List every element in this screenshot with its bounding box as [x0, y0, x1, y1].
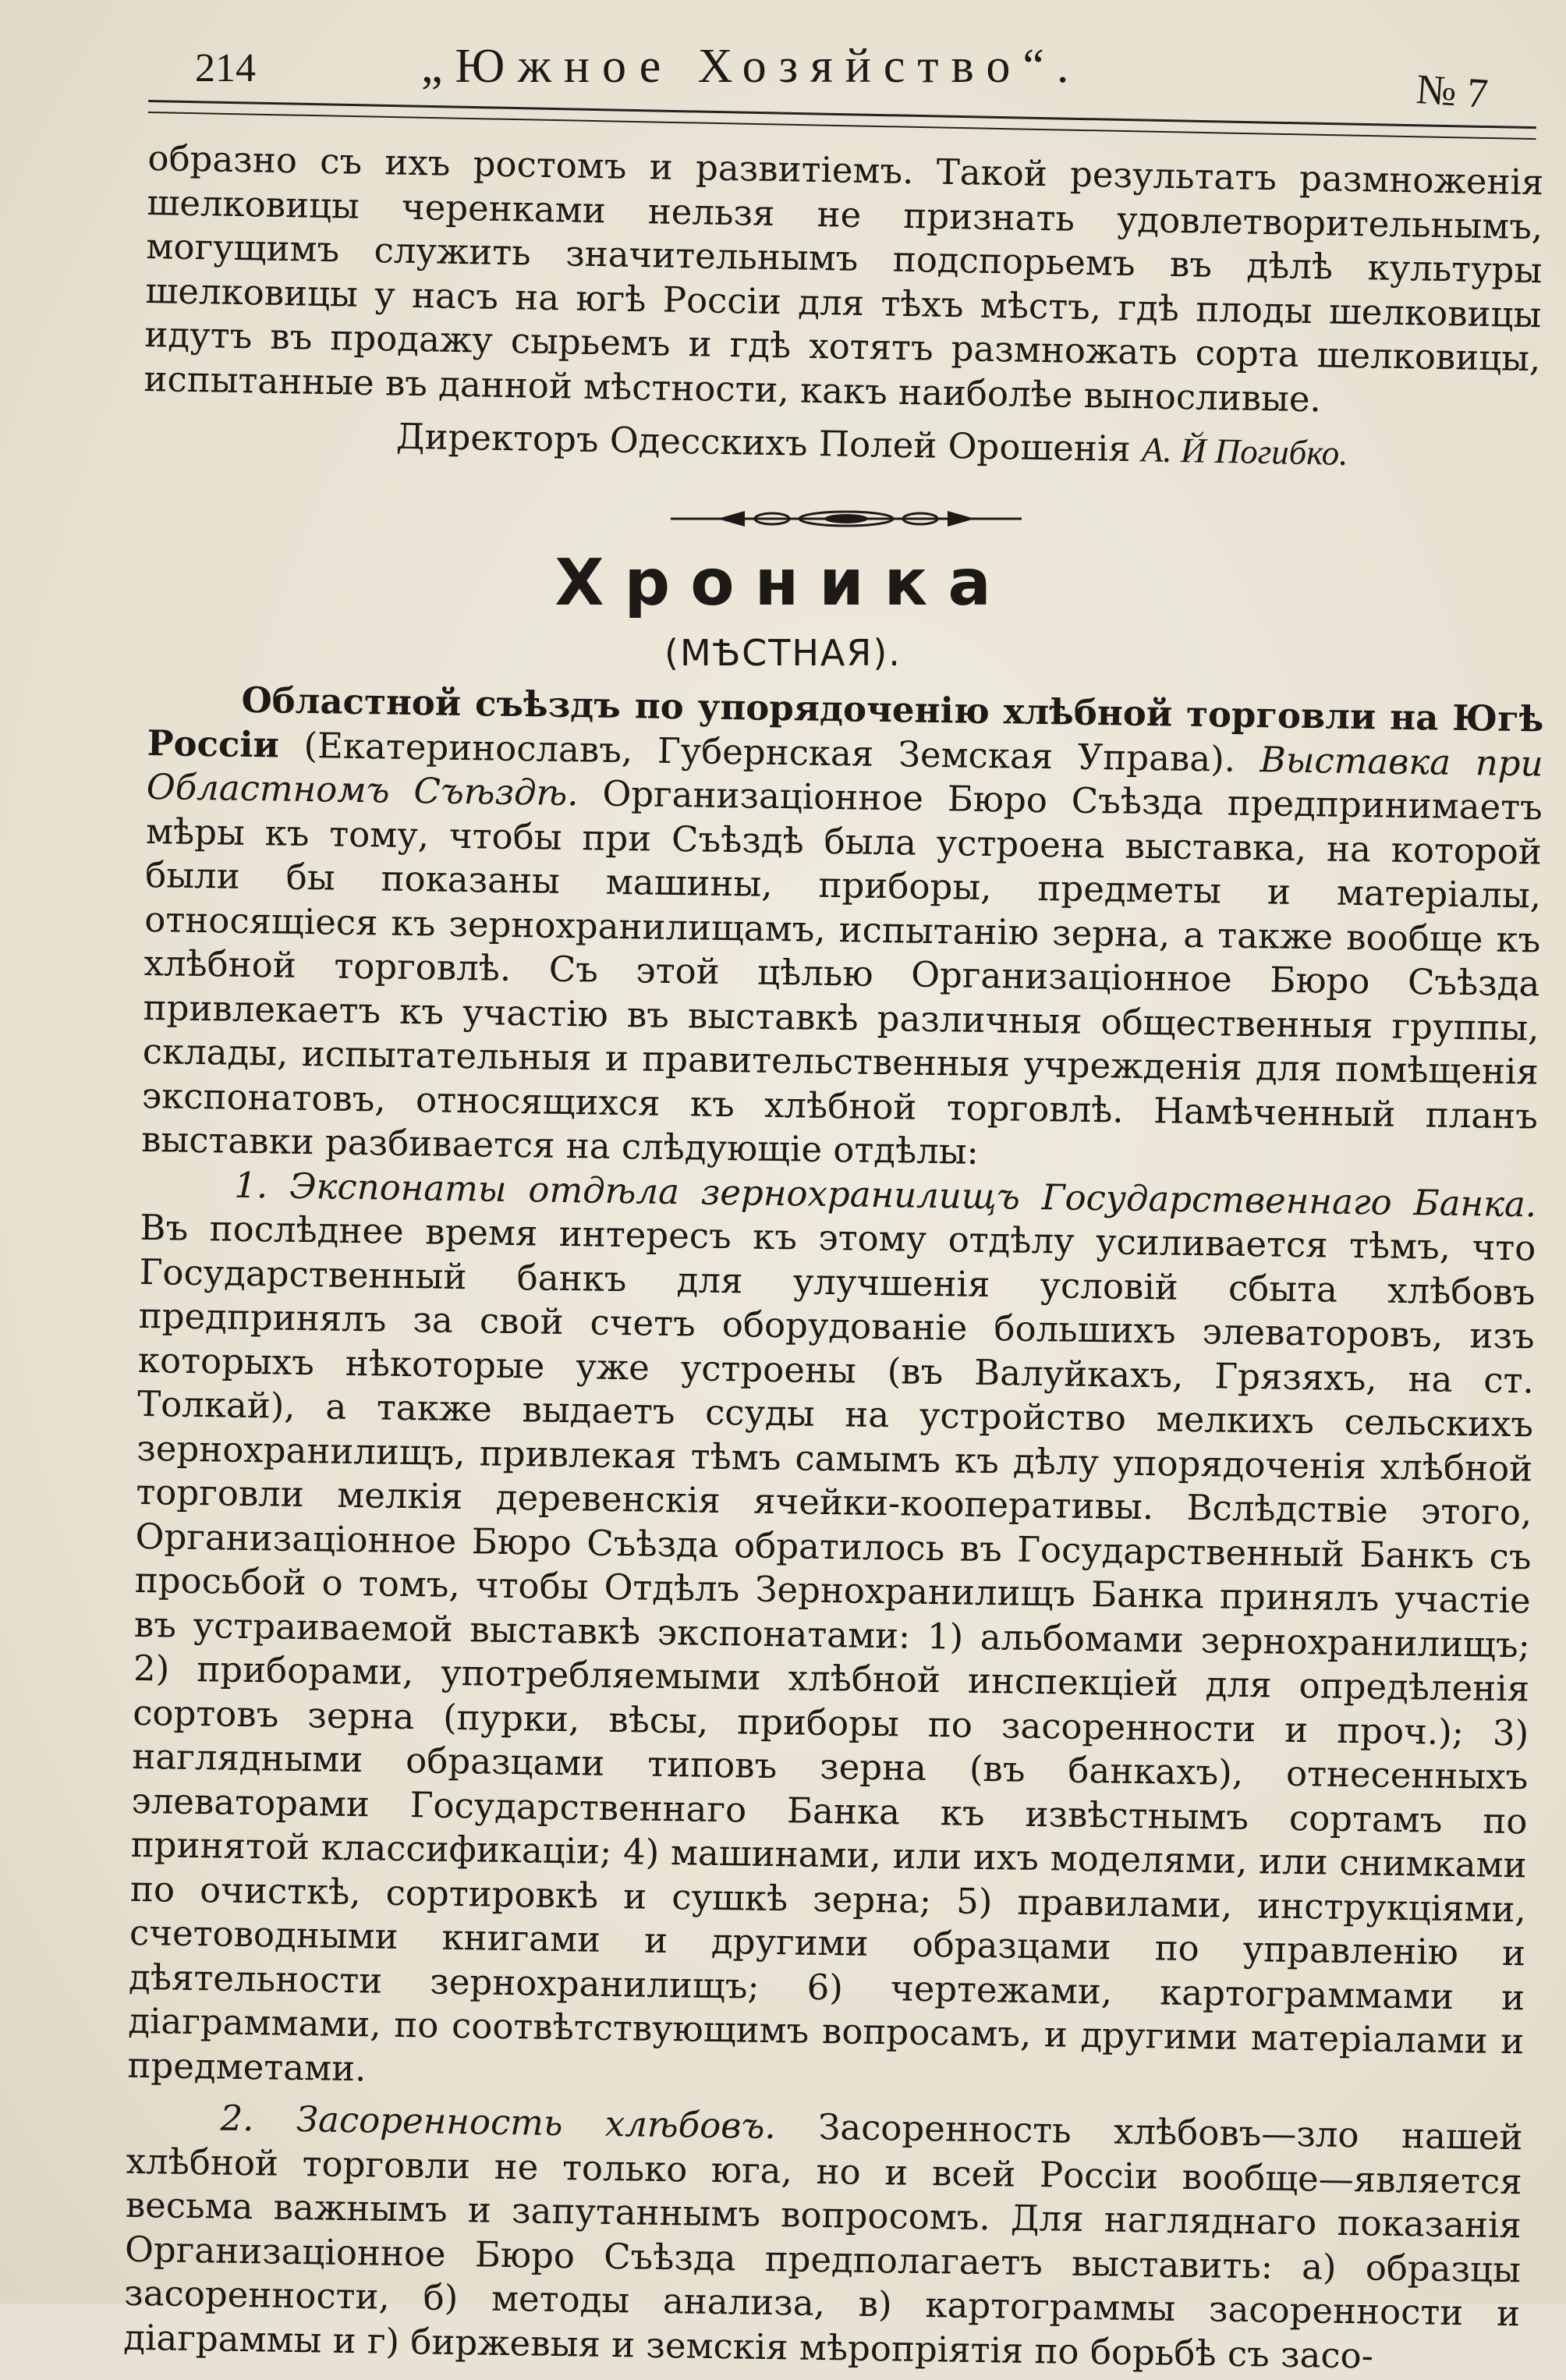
running-header — [148, 31, 1519, 117]
chronicle-subtitle: (МѢСТНАЯ). — [664, 632, 902, 674]
article-intro-paragraph — [141, 677, 1544, 1183]
section-2-text: Засоренность хлѣбовъ—зло нашей хлѣбной торговли не только юга, но и всей Россіи вообще—является весьма важнымъ и запутаннымъ вопросомъ. Для нагляднаго показанія Организаціонное Бюро Съѣзда предполагаетъ выставить: а) образцы засоренности, б) методы анализа, в) картограммы засоренности и діаграммы и г) биржевыя и земскія мѣропріятія по борьбѣ съ засо- — [123, 2105, 1523, 2377]
ornament-divider-icon — [671, 503, 1022, 534]
section-2-title: 2. Засоренность хлѣбовъ. — [220, 2097, 777, 2148]
article-intro-text: Организаціонное Бюро Съѣзда предпринимаетъ мѣры къ тому, чтобы при Съѣздѣ была устроена выставка, на которой были бы показаны машины, приборы, предметы и матеріалы, относящіеся къ зернохранилищамъ, испытанію зерна, а также вообще къ хлѣбной торговлѣ. Съ этой цѣлью Организаціонное Бюро Съѣзда привлекаетъ къ участію въ выставкѣ различныя общественныя группы, склады, испытательныя и правительственныя учрежденія для помѣщенія экспонатовъ, относящихся къ хлѣбной торговлѣ. Намѣченный планъ выставки разбивается на слѣдующіе отдѣлы: — [140, 772, 1543, 1172]
signature-name: А. Й Погибко. — [1141, 430, 1348, 473]
article-heading-place: (Екатеринославъ, Губернская Земская Управа). — [278, 724, 1261, 780]
article-body — [123, 677, 1544, 2380]
section-1-text: Въ послѣднее время интересъ къ этому отдѣлу усиливается тѣмъ, что Государственный банкъ для улучшенія условій сбыта хлѣбовъ предпринялъ за свой счетъ оборудованіе большихъ элеваторовъ, изъ которыхъ нѣкоторые уже устроены (въ Валуйкахъ, Грязяхъ, на ст. Толкай), а также выдаетъ ссуды на устройство мелкихъ сельскихъ зернохранилищъ, привлекая тѣмъ самымъ къ дѣлу упорядоченія хлѣбной торговли мелкія деревенскія ячейки-кооперативы. Вслѣдствіе этого, Организаціонное Бюро Съѣзда обратилось въ Государственный Банкъ съ просьбой о томъ, чтобы Отдѣлъ Зернохранилищъ Банка принялъ участіе въ устраиваемой выставкѣ экспонатами: 1) альбомами зернохранилищъ; 2) приборами, употребляемыми хлѣбной инспекціей для опредѣленія сортовъ зерна (пурки, вѣсы, приборы по засоренности и проч.); 3) наглядными образцами типовъ зерна (въ банкахъ), отнесенныхъ элеваторами Государственнаго Банка къ извѣстнымъ сортамъ по принятой классификаціи; 4) машинами, или ихъ моделями, или снимками по очисткѣ, сортировкѣ и сушкѣ зерна; 5) правилами, инструкціями, счетоводными книгами и другими образцами по управленію и дѣятельности зернохранилищъ; 6) чертежами, картограммами и діаграммами, по соотвѣтствующимъ вопросамъ, и другими матеріалами и предметами. — [127, 1206, 1536, 2089]
section-2-paragraph — [123, 2095, 1523, 2380]
chronicle-title: Хроника — [554, 546, 1012, 620]
intro-paragraph: образно съ ихъ ростомъ и развитіемъ. Такой результатъ размноженія шелковицы черенками нельзя не признать удовлетворительнымъ, могущимъ служить значительнымъ подспорьемъ въ дѣлѣ культуры шелковицы у насъ на югѣ Россіи для тѣхъ мѣстъ, гдѣ плоды шелковицы идутъ въ продажу сырьемъ и гдѣ хотятъ размножать сорта шелковицы, испытанные въ данной мѣстности, какъ наиболѣе выносливые. — [143, 137, 1544, 420]
intro-section — [143, 137, 1544, 479]
section-1-paragraph — [127, 1162, 1536, 2108]
section-1-title: 1. Экспонаты отдѣла зернохранилищъ Государственнаго Банка. — [233, 1164, 1537, 1225]
article-heading-italic: Выставка при Областномъ Съѣздѣ. — [146, 738, 1543, 814]
signature-text: Директоръ Одесскихъ Полей Орошенія — [395, 415, 1132, 470]
issue-number: № 7 — [1414, 65, 1490, 118]
page-number: 214 — [195, 46, 256, 90]
header-rule — [148, 100, 1536, 140]
article-heading: Областной съѣздъ по упорядоченію хлѣбной торговли на Югѣ Россіи — [147, 679, 1544, 765]
journal-title: „Южное Хозяйство“. — [421, 40, 1082, 93]
